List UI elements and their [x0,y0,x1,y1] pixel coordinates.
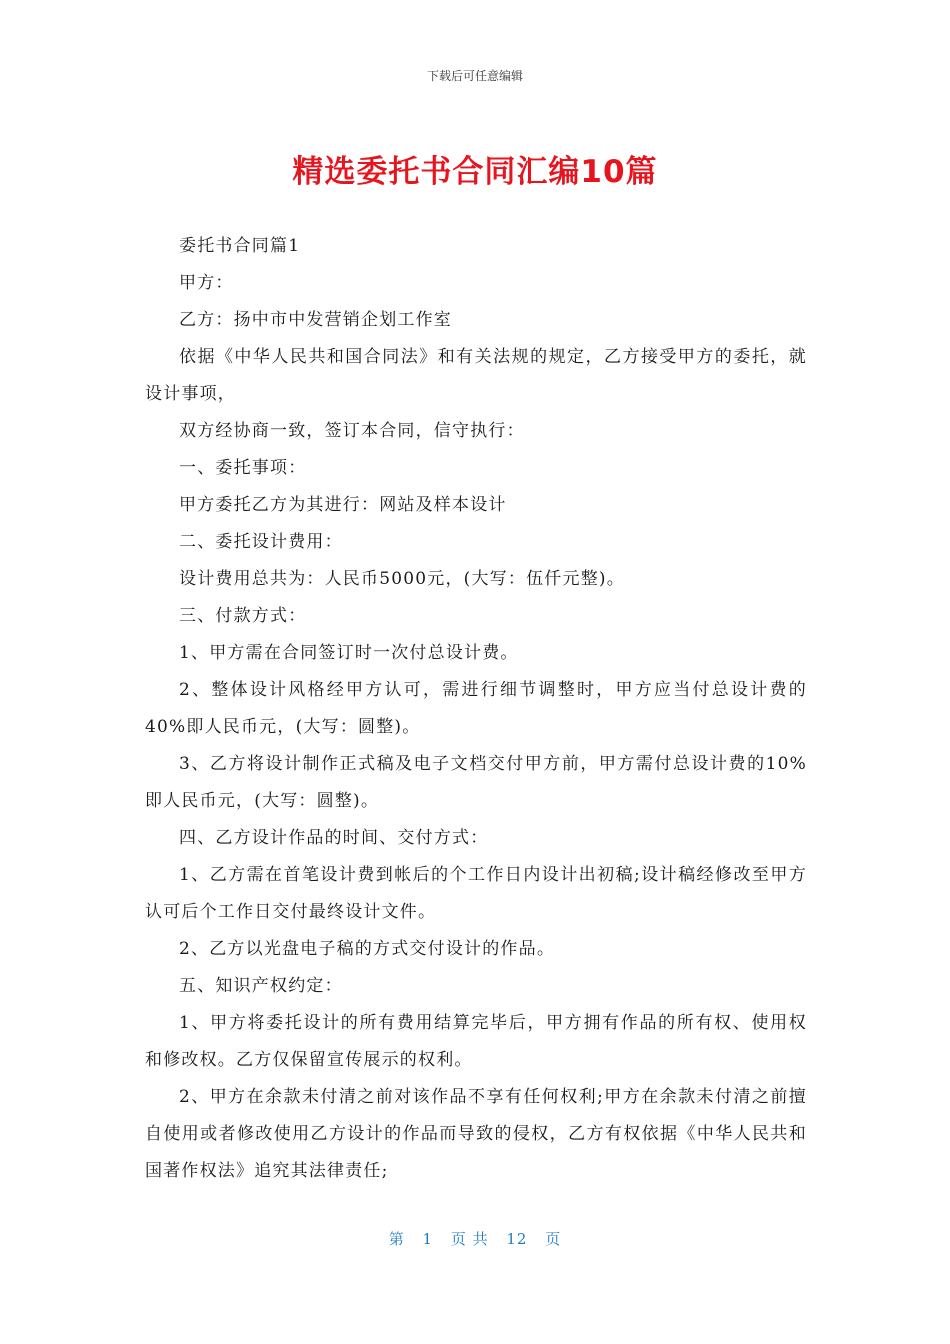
paragraph: 设计费用总共为：人民币5000元，(大写：伍仟元整)。 [179,569,625,589]
document-body [145,228,807,1190]
paragraph: 2、整体设计风格经甲方认可，需进行细节调整时，甲方应当付总设计费的40%即人民币元，(大写：圆整)。 [145,680,807,737]
footer-label-total: 页 共 [450,1230,489,1248]
paragraph: 1、甲方需在合同签订时一次付总设计费。 [179,643,519,663]
paragraph: 二、委托设计费用： [179,532,343,552]
paragraph: 1、甲方将委托设计的所有费用结算完毕后，甲方拥有作品的所有权、使用权和修改权。乙方仅保留宣传展示的权利。 [145,1013,807,1070]
paragraph: 甲方委托乙方为其进行：网站及样本设计 [179,495,507,515]
paragraph: 1、乙方需在首笔设计费到帐后的个工作日内设计出初稿;设计稿经修改至甲方认可后个工作日交付最终设计文件。 [145,865,807,922]
paragraph: 2、乙方以光盘电子稿的方式交付设计的作品。 [179,939,556,959]
paragraph: 乙方：扬中市中发营销企划工作室 [179,310,452,330]
footer-page-total: 12 [506,1230,528,1248]
paragraph: 甲方： [179,273,234,293]
document-title: 精选委托书合同汇编10篇 [292,154,658,190]
paragraph: 依据《中华人民共和国合同法》和有关法规的规定，乙方接受甲方的委托，就设计事项， [145,347,807,404]
footer-label-end: 页 [545,1230,562,1248]
paragraph: 双方经协商一致，签订本合同，信守执行： [179,421,525,441]
paragraph: 委托书合同篇1 [179,236,301,256]
footer-page-current: 1 [422,1230,434,1248]
footer-label-page: 第 [388,1230,405,1248]
paragraph: 五、知识产权约定： [179,976,343,996]
page-header: 下载后可任意编辑 [426,69,523,83]
paragraph: 一、委托事项： [179,458,307,478]
paragraph: 四、乙方设计作品的时间、交付方式： [179,828,489,848]
page-footer [0,1228,950,1249]
paragraph: 2、甲方在余款未付清之前对该作品不享有任何权利;甲方在余款未付清之前擅自使用或者修改使用乙方设计的作品而导致的侵权，乙方有权依据《中华人民共和国著作权法》追究其法律责任; [145,1087,807,1181]
paragraph: 3、乙方将设计制作正式稿及电子文档交付甲方前，甲方需付总设计费的10%即人民币元，(大写：圆整)。 [145,754,807,811]
paragraph: 三、付款方式： [179,606,307,626]
